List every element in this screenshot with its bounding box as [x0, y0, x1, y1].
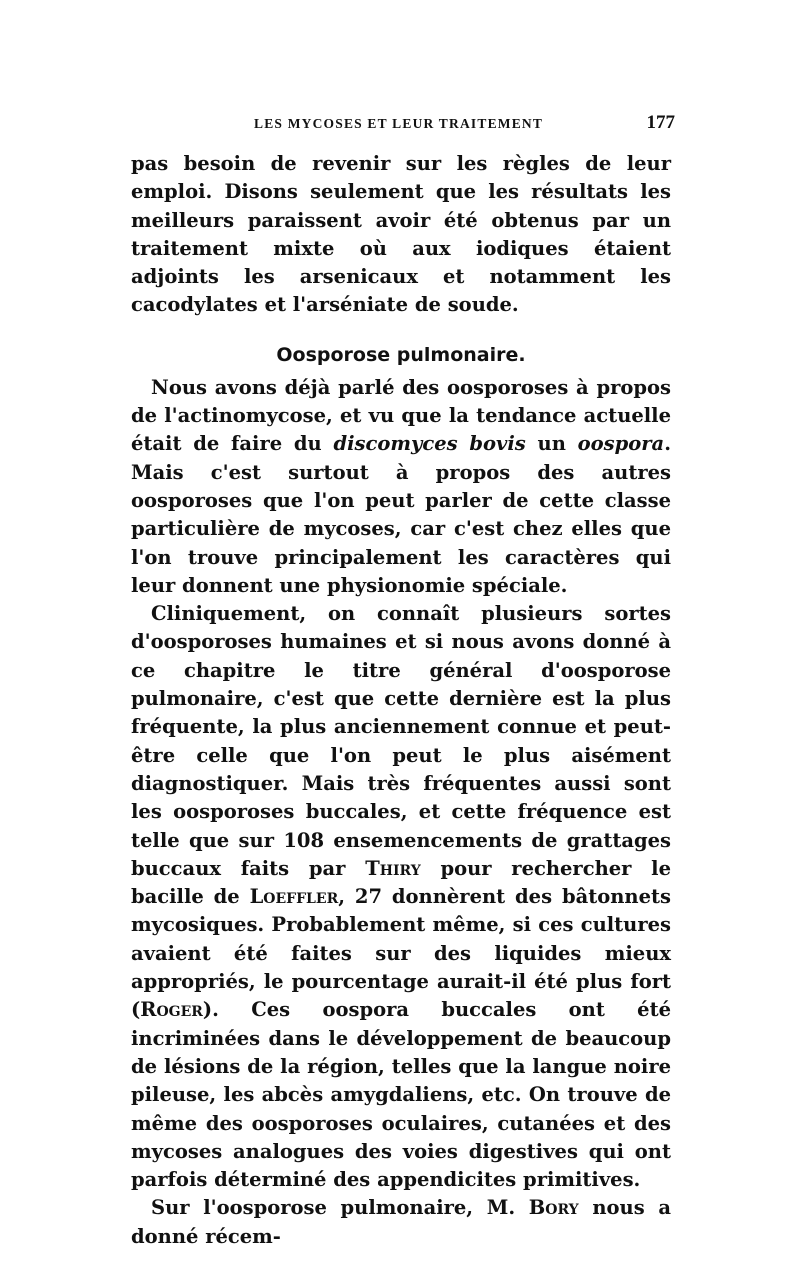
text-span: pour rechercher le bacille de [131, 856, 671, 909]
running-title: LES MYCOSES ET LEUR TRAITEMENT [254, 116, 544, 131]
text-span: Sur l'oosporose pulmonaire, M. [151, 1196, 529, 1220]
running-head [130, 112, 675, 136]
author-name: Bory [528, 1196, 579, 1220]
italic-term: oospora [577, 432, 665, 456]
author-name: Roger [140, 998, 203, 1022]
author-name: Loeffler [249, 885, 339, 909]
paragraph-bory [131, 1194, 671, 1251]
text-span: ). Ces oospora buccales ont été incriminées dans le développement de beaucoup de lésions de la région, telles que la langue noire pileuse, les abcès amygdaliens, etc. On trouve de même des oosporoses oculaires, cutanées et des mycoses analogues des voies digestives qui ont parfois déterminé des appendicites primitives. [131, 998, 671, 1192]
section-heading: Oosporose pulmonaire. [276, 343, 526, 366]
text-span: , 27 donnèrent des bâtonnets mycosiques. Probablement même, si ces cultures avaient été faites sur des liquides mieux appropriés, le pourcentage aurait-il été plus fort ( [131, 885, 671, 1022]
page-number: 177 [646, 112, 675, 133]
body-text [131, 150, 671, 1251]
text-span: Nous avons déjà parlé des oosporoses à propos de l'actinomycose, et vu que la tendance actuelle était de faire du [131, 375, 671, 456]
text-span: Cliniquement, on connaît plusieurs sortes d'oosporoses humaines et si nous avons donné à ce chapitre le titre général d'oosporose pulmonaire, c'est que cette dernière est la plus fréquente, la plus anciennement connue et peut-être celle que l'on peut le plus aisément diagnostiquer. Mais très fréquentes aussi sont les oosporoses buccales, et cette fréquence est telle que sur 108 ensemencements de grattages buccaux faits par [131, 602, 671, 880]
text-span: un [525, 432, 578, 456]
author-name: Thiry [365, 856, 421, 880]
text-span: . Mais c'est surtout à propos des autres oosporoses que l'on peut parler de cette classe particulière de mycoses, car c'est chez elles que l'on trouve principalement les caractères qui leur donnent une physionomie spéciale. [131, 432, 671, 597]
intro-paragraph: pas besoin de revenir sur les règles de leur emploi. Disons seulement que les résultats les meilleurs paraissent avoir été obtenus par un traitement mixte où aux iodiques étaient adjoints les arsenicaux et notamment les cacodylates et l'arséniate de soude. [131, 152, 671, 317]
italic-term: discomyces bovis [333, 432, 526, 456]
paragraph-actinomycose [131, 374, 671, 600]
text-span: nous a donné récem- [131, 1196, 671, 1248]
paragraph-clinique [131, 600, 671, 1194]
